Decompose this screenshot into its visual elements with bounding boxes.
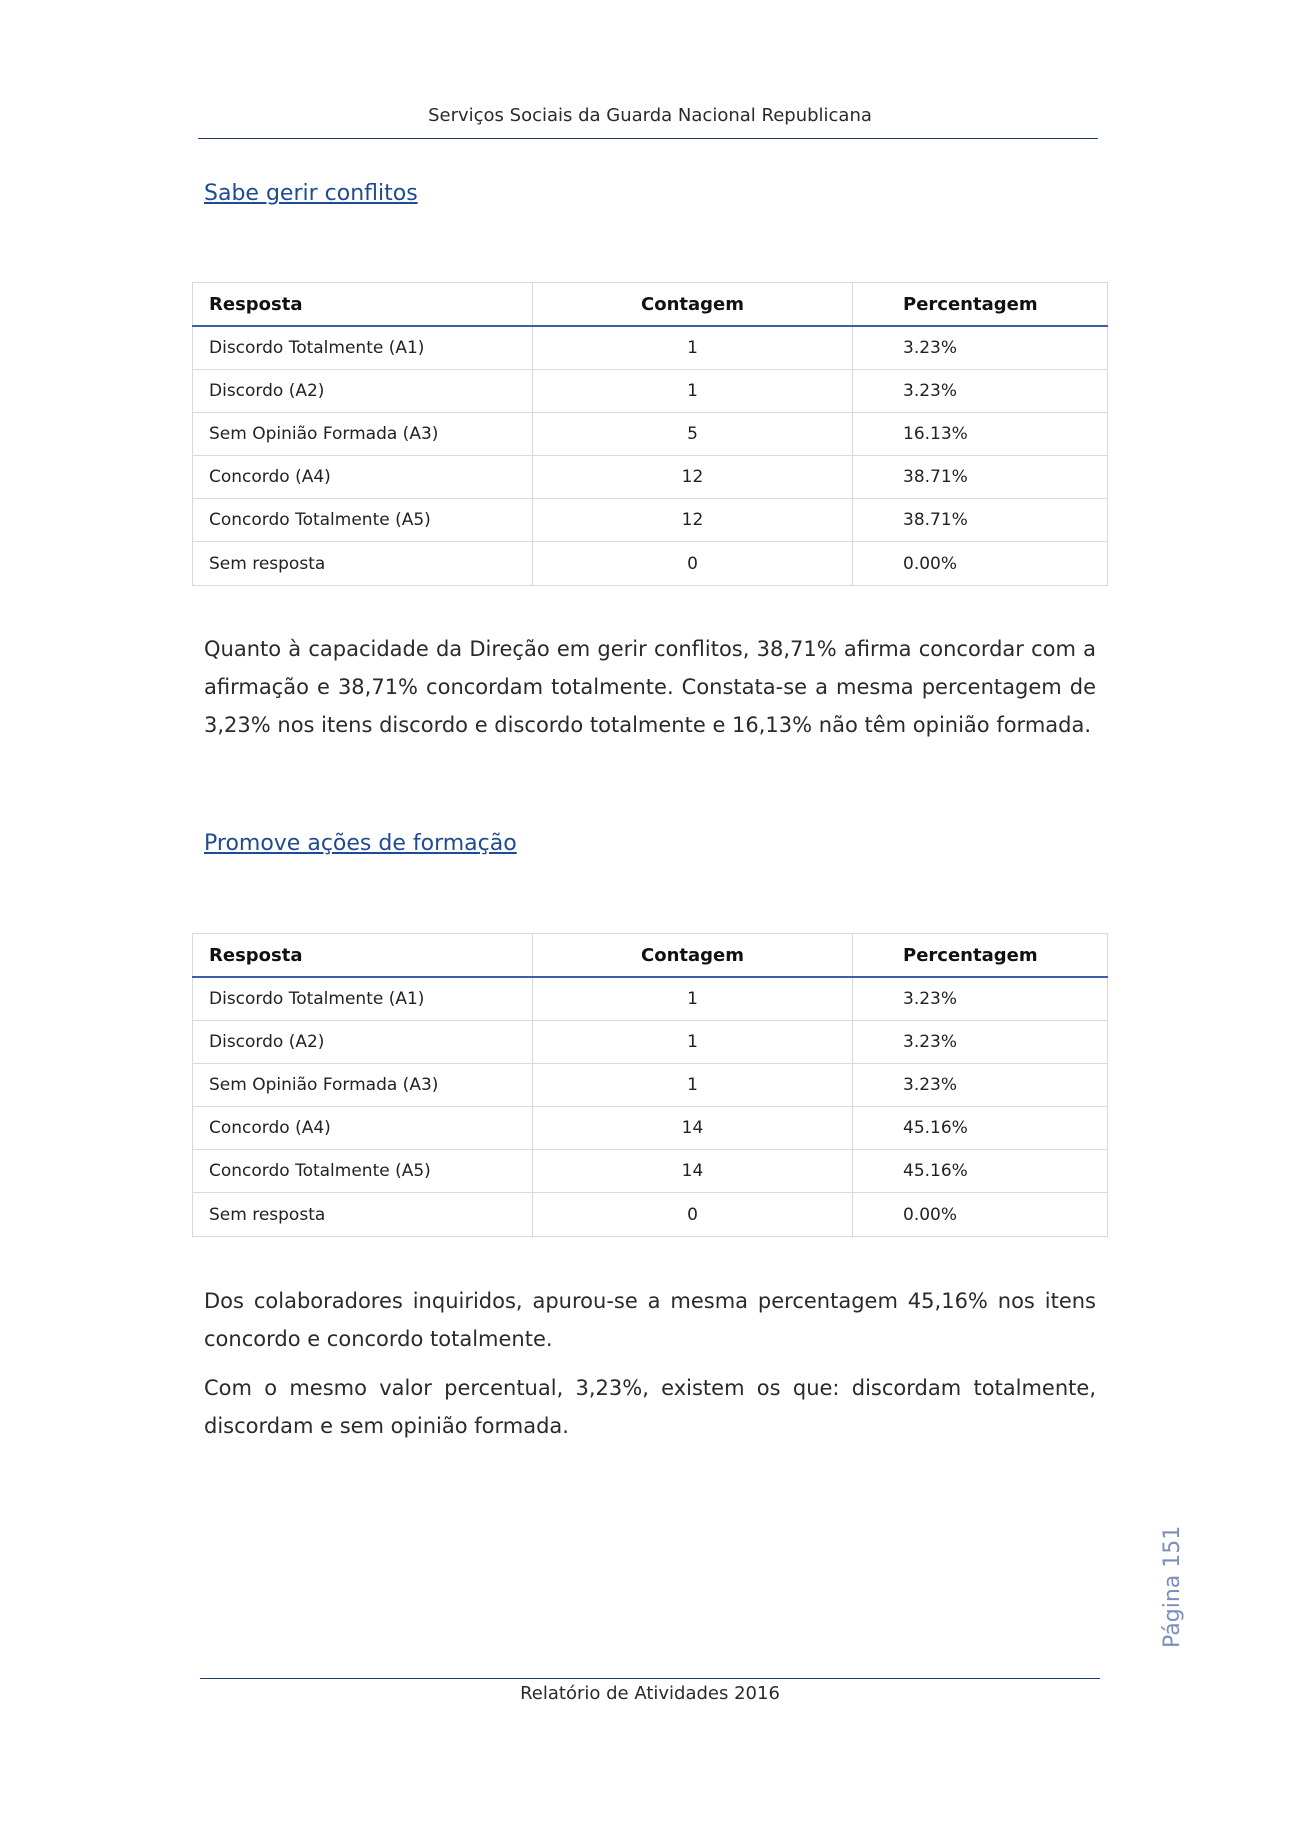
- table-row: [193, 1021, 1108, 1064]
- table-conflitos: [192, 282, 1108, 586]
- table-row: [193, 370, 1108, 413]
- table-row: [193, 1064, 1108, 1107]
- cell-contagem: 0: [533, 542, 853, 586]
- cell-contagem: 14: [533, 1150, 853, 1193]
- table-header-row: [193, 283, 1108, 327]
- cell-resposta: Concordo Totalmente (A5): [193, 1150, 533, 1193]
- header-resposta: Resposta: [193, 283, 533, 327]
- footer-title: Relatório de Atividades 2016: [520, 1683, 780, 1704]
- page-number: Página 151: [1160, 1525, 1185, 1648]
- table-row: [193, 326, 1108, 370]
- cell-resposta: Concordo Totalmente (A5): [193, 499, 533, 542]
- table-formacao: [192, 933, 1108, 1237]
- page-header-title: Serviços Sociais da Guarda Nacional Republicana: [428, 105, 872, 126]
- paragraph-formacao-1: Dos colaboradores inquiridos, apurou-se a mesma percentagem 45,16% nos itens concordo e concordo totalmente.: [204, 1289, 1096, 1351]
- cell-contagem: 0: [533, 1193, 853, 1237]
- cell-resposta: Sem resposta: [193, 1193, 533, 1237]
- table-row: [193, 542, 1108, 586]
- table-row: [193, 1150, 1108, 1193]
- table-row: [193, 1193, 1108, 1237]
- cell-resposta: Concordo (A4): [193, 1107, 533, 1150]
- table-row: [193, 1107, 1108, 1150]
- paragraph-conflitos: Quanto à capacidade da Direção em gerir conflitos, 38,71% afirma concordar com a afirmação e 38,71% concordam totalmente. Constata-se a mesma percentagem de 3,23% nos itens discordo e discordo totalmente e 16,13% não têm opinião formada.: [204, 637, 1096, 737]
- cell-contagem: 1: [533, 1021, 853, 1064]
- cell-contagem: 1: [533, 1064, 853, 1107]
- cell-contagem: 1: [533, 370, 853, 413]
- cell-percentagem: 38.71%: [853, 456, 1108, 499]
- cell-resposta: Discordo Totalmente (A1): [193, 326, 533, 370]
- cell-contagem: 1: [533, 977, 853, 1021]
- header-contagem: Contagem: [533, 283, 853, 327]
- cell-resposta: Sem Opinião Formada (A3): [193, 1064, 533, 1107]
- table-row: [193, 499, 1108, 542]
- cell-contagem: 5: [533, 413, 853, 456]
- cell-percentagem: 3.23%: [853, 326, 1108, 370]
- cell-percentagem: 3.23%: [853, 977, 1108, 1021]
- cell-contagem: 12: [533, 456, 853, 499]
- cell-resposta: Discordo (A2): [193, 1021, 533, 1064]
- cell-contagem: 1: [533, 326, 853, 370]
- table-row: [193, 413, 1108, 456]
- cell-percentagem: 3.23%: [853, 370, 1108, 413]
- cell-resposta: Concordo (A4): [193, 456, 533, 499]
- cell-contagem: 12: [533, 499, 853, 542]
- section-title-formacao: Promove ações de formação: [204, 831, 517, 856]
- header-percentagem: Percentagem: [853, 934, 1108, 978]
- footer-rule: [200, 1678, 1100, 1679]
- table-row: [193, 977, 1108, 1021]
- cell-resposta: Sem resposta: [193, 542, 533, 586]
- cell-percentagem: 0.00%: [853, 542, 1108, 586]
- cell-percentagem: 3.23%: [853, 1064, 1108, 1107]
- header-contagem: Contagem: [533, 934, 853, 978]
- header-percentagem: Percentagem: [853, 283, 1108, 327]
- cell-contagem: 14: [533, 1107, 853, 1150]
- cell-resposta: Sem Opinião Formada (A3): [193, 413, 533, 456]
- header-rule: [198, 138, 1098, 139]
- cell-percentagem: 16.13%: [853, 413, 1108, 456]
- cell-percentagem: 45.16%: [853, 1150, 1108, 1193]
- cell-percentagem: 38.71%: [853, 499, 1108, 542]
- cell-percentagem: 0.00%: [853, 1193, 1108, 1237]
- cell-resposta: Discordo Totalmente (A1): [193, 977, 533, 1021]
- cell-resposta: Discordo (A2): [193, 370, 533, 413]
- header-resposta: Resposta: [193, 934, 533, 978]
- section-title-conflitos: Sabe gerir conflitos: [204, 181, 418, 206]
- table-row: [193, 456, 1108, 499]
- cell-percentagem: 45.16%: [853, 1107, 1108, 1150]
- table-header-row: [193, 934, 1108, 978]
- paragraph-formacao-2: Com o mesmo valor percentual, 3,23%, existem os que: discordam totalmente, discordam e sem opinião formada.: [204, 1376, 1096, 1438]
- cell-percentagem: 3.23%: [853, 1021, 1108, 1064]
